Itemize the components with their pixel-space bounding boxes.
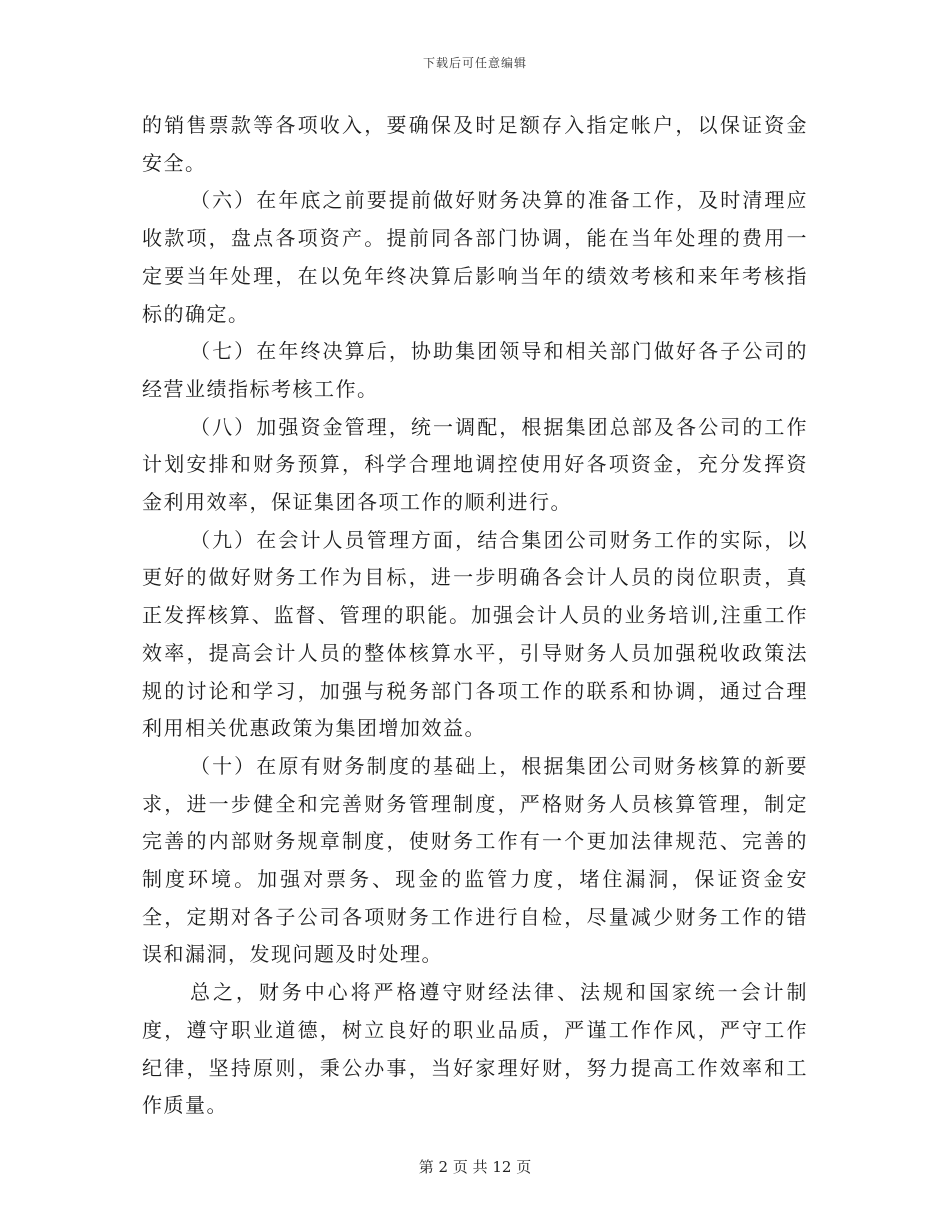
page-number: 第 2 页 共 12 页 [418, 1158, 532, 1176]
paragraph-item-6: （六）在年底之前要提前做好财务决算的准备工作，及时清理应收款项，盘点各项资产。提前同各部门协调，能在当年处理的费用一定要当年处理，在以免年终决算后影响当年的绩效考核和来年考核指标的确定。 [142, 188, 808, 326]
paragraph-conclusion: 总之，财务中心将严格遵守财经法律、法规和国家统一会计制度，遵守职业道德，树立良好的职业品质，严谨工作作风，严守工作纪律，坚持原则，秉公办事，当好家理好财，努力提高工作效率和工作质量。 [142, 980, 808, 1118]
paragraph-item-9: （九）在会计人员管理方面，结合集团公司财务工作的实际，以更好的做好财务工作为目标，进一步明确各会计人员的岗位职责，真正发挥核算、监督、管理的职能。加强会计人员的业务培训,注重工作效率，提高会计人员的整体核算水平，引导财务人员加强税收政策法规的讨论和学习，加强与税务部门各项工作的联系和协调，通过合理利用相关优惠政策为集团增加效益。 [142, 527, 808, 741]
header-note: 下载后可任意编辑 [422, 56, 527, 70]
paragraph-item-10: （十）在原有财务制度的基础上，根据集团公司财务核算的新要求，进一步健全和完善财务管理制度，严格财务人员核算管理，制定完善的内部财务规章制度，使财务工作有一个更加法律规范、完善的制度环境。加强对票务、现金的监管力度，堵住漏洞，保证资金安全，定期对各子公司各项财务工作进行自检，尽量减少财务工作的错误和漏洞，发现问题及时处理。 [142, 753, 808, 967]
paragraph-item-8: （八）加强资金管理，统一调配，根据集团总部及各公司的工作计划安排和财务预算，科学合理地调控使用好各项资金，充分发挥资金利用效率，保证集团各项工作的顺利进行。 [142, 414, 808, 515]
document-body [142, 107, 808, 1125]
paragraph-continuation: 的销售票款等各项收入，要确保及时足额存入指定帐户，以保证资金安全。 [142, 113, 808, 175]
paragraph-item-7: （七）在年终决算后，协助集团领导和相关部门做好各子公司的经营业绩指标考核工作。 [142, 339, 808, 401]
